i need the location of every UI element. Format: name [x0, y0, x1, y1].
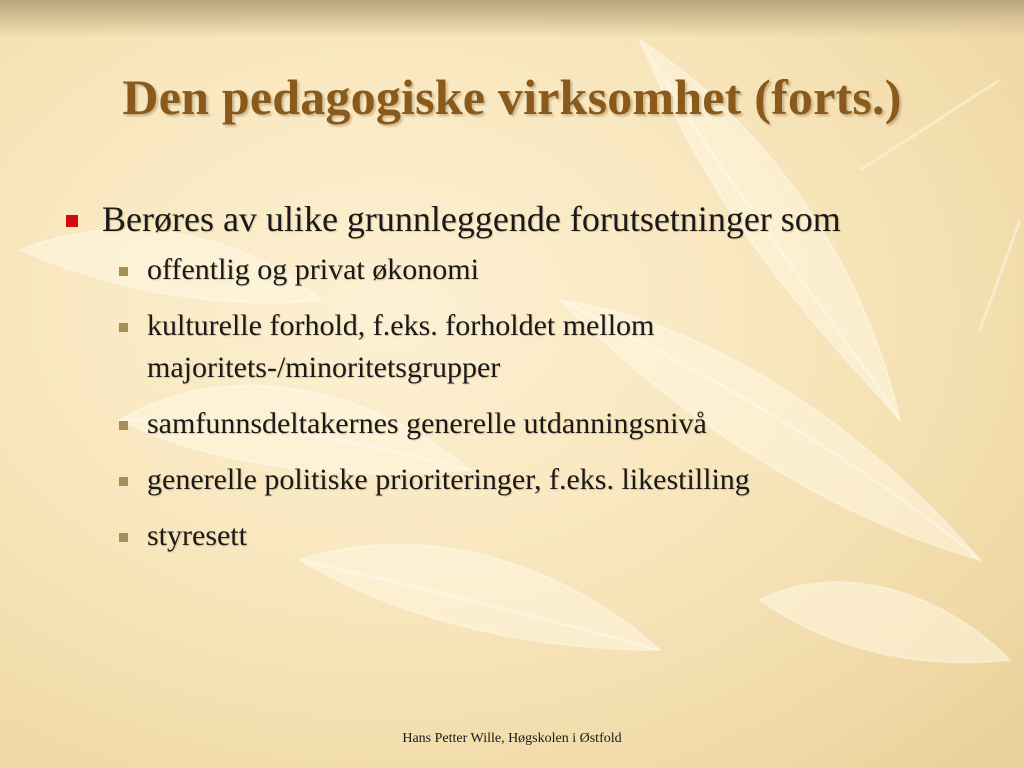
- sub-bullet-item: [62, 403, 982, 445]
- sub-bullet-list: [62, 249, 982, 557]
- slide-footer: Hans Petter Wille, Høgskolen i Østfold: [402, 731, 622, 746]
- sub-bullet-item: [62, 515, 982, 557]
- bullet-text: Berøres av ulike grunnleggende forutsetninger som: [102, 199, 841, 239]
- slide-title: Den pedagogiske virksomhet (forts.): [122, 69, 902, 125]
- sub-bullet-item: [62, 249, 982, 291]
- bullet-item-level1: [62, 192, 982, 247]
- sub-bullet-text: styresett: [147, 519, 247, 552]
- sub-bullet-item: [62, 459, 982, 501]
- red-square-bullet-icon: [66, 215, 78, 227]
- square-bullet-icon: [119, 477, 128, 486]
- square-bullet-icon: [119, 533, 128, 542]
- square-bullet-icon: [119, 421, 128, 430]
- sub-bullet-text: generelle politiske prioriteringer, f.eks. likestilling: [147, 463, 750, 496]
- square-bullet-icon: [119, 323, 128, 332]
- square-bullet-icon: [119, 267, 128, 276]
- sub-bullet-text: offentlig og privat økonomi: [147, 253, 479, 286]
- sub-bullet-item: [62, 305, 982, 389]
- bullet-list: [62, 192, 982, 571]
- sub-bullet-text: kulturelle forhold, f.eks. forholdet mellom majoritets-/minoritetsgrupper: [147, 309, 655, 384]
- sub-bullet-text: samfunnsdeltakernes generelle utdanningsnivå: [147, 407, 707, 440]
